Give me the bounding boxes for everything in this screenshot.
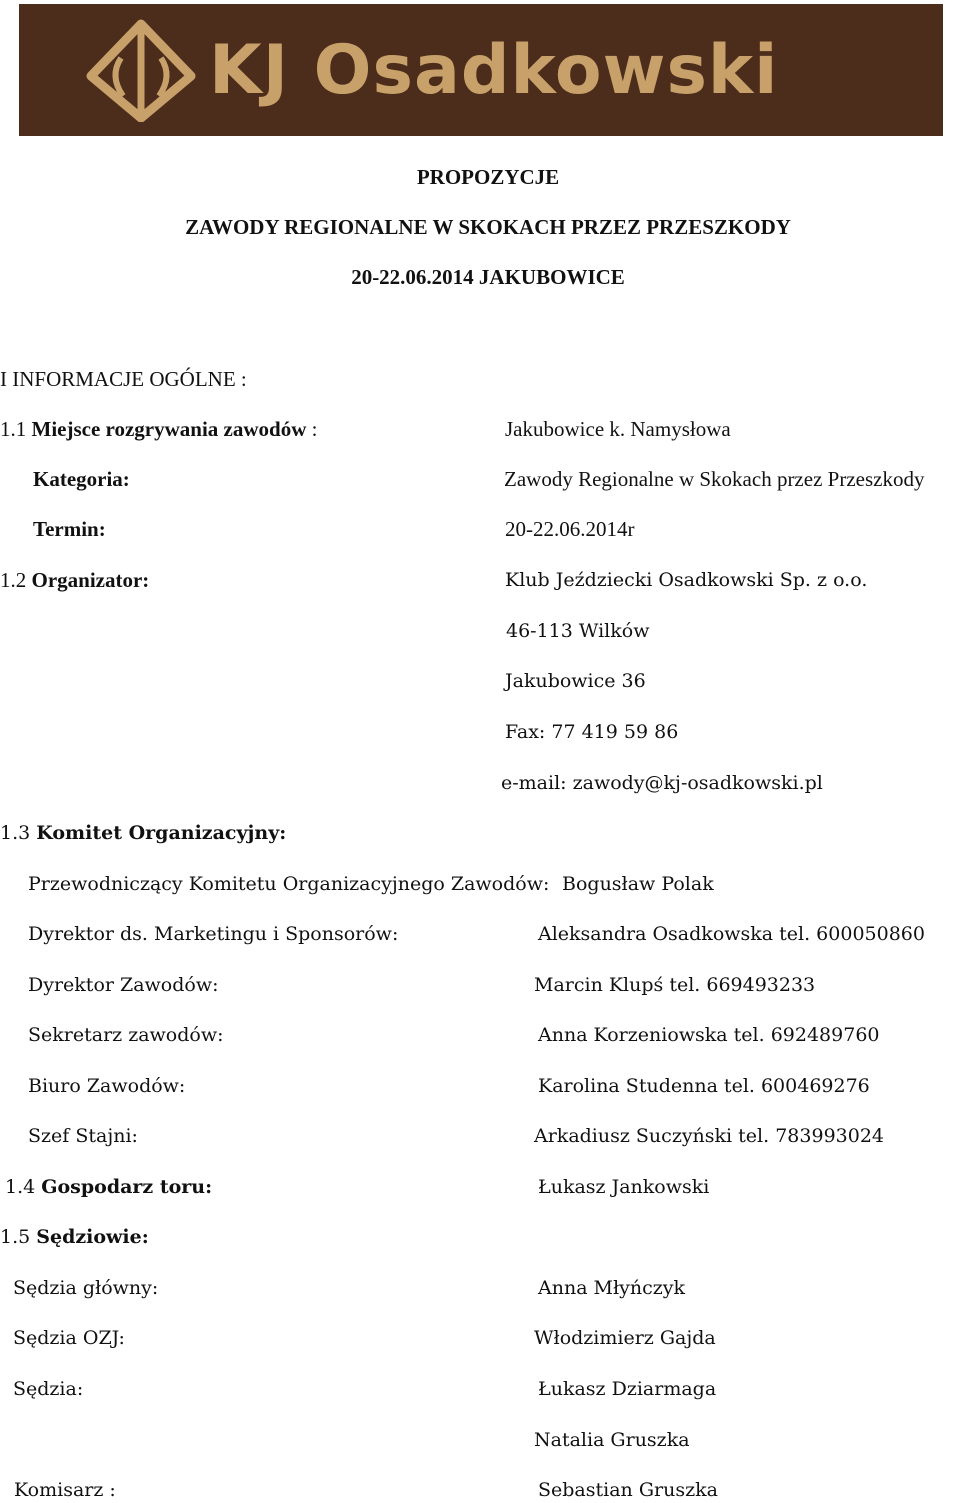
doc-subtitle: ZAWODY REGIONALNE W SKOKACH PRZEZ PRZESZKODY	[185, 215, 791, 239]
logo-text: KJ Osadkowski	[209, 31, 779, 110]
committee-role: Przewodniczący Komitetu Organizacyjnego Zawodów:	[28, 873, 550, 895]
category-value: Zawody Regionalne w Skokach przez Przeszkody	[504, 467, 925, 491]
s14-value: Łukasz Jankowski	[538, 1176, 710, 1198]
s11-label: Miejsce rozgrywania zawodów	[31, 417, 307, 441]
judge-person: Natalia Gruszka	[534, 1429, 690, 1451]
committee-person: Marcin Klupś tel. 669493233	[534, 974, 816, 996]
s15-number: 1.5	[0, 1226, 31, 1248]
judge-role: Sędzia:	[13, 1378, 84, 1400]
s12-value: Klub Jeździecki Osadkowski Sp. z o.o.	[505, 569, 868, 591]
s13-number: 1.3	[0, 822, 31, 844]
address-line1: 46-113 Wilków	[506, 620, 650, 642]
committee-person: Bogusław Polak	[562, 873, 714, 895]
doc-date-location: 20-22.06.2014 JAKUBOWICE	[351, 265, 625, 289]
doc-title: PROPOZYCJE	[416, 165, 560, 189]
term-label: Termin:	[33, 517, 106, 541]
s15-label: Sędziowie:	[36, 1226, 149, 1248]
s12-number: 1.2	[0, 568, 27, 592]
s12-label: Organizator:	[31, 568, 150, 592]
s12-row	[0, 567, 149, 593]
committee-role: Dyrektor ds. Marketingu i Sponsorów:	[28, 923, 399, 945]
committee-role: Sekretarz zawodów:	[28, 1024, 224, 1046]
s11-value: Jakubowice k. Namysłowa	[505, 417, 731, 441]
s11-colon: :	[306, 417, 318, 441]
email-address: e-mail: zawody@kj-osadkowski.pl	[501, 772, 823, 794]
committee-person: Aleksandra Osadkowska tel. 600050860	[538, 923, 925, 945]
committee-person: Karolina Studenna tel. 600469276	[538, 1075, 870, 1097]
section-header: I INFORMACJE OGÓLNE :	[0, 367, 247, 391]
s14-label: Gospodarz toru:	[41, 1176, 213, 1198]
s13-label: Komitet Organizacyjny:	[36, 822, 287, 844]
committee-role: Szef Stajni:	[28, 1125, 138, 1147]
judge-person: Sebastian Gruszka	[538, 1479, 718, 1501]
fax-number: Fax: 77 419 59 86	[505, 721, 679, 743]
s13-row	[0, 820, 286, 846]
header-banner	[19, 4, 943, 136]
judge-person: Anna Młyńczyk	[538, 1277, 686, 1299]
s14-row	[5, 1174, 212, 1200]
s15-row	[0, 1224, 149, 1250]
committee-role: Dyrektor Zawodów:	[28, 974, 219, 996]
committee-role: Biuro Zawodów:	[28, 1075, 186, 1097]
s11-row	[0, 416, 317, 442]
committee-person: Arkadiusz Suczyński tel. 783993024	[534, 1125, 885, 1147]
judge-role: Sędzia OZJ:	[13, 1327, 125, 1349]
kj-logo-icon	[81, 18, 201, 122]
judge-person: Włodzimierz Gajda	[534, 1327, 716, 1349]
address-line2: Jakubowice 36	[505, 670, 646, 692]
committee-person: Anna Korzeniowska tel. 692489760	[538, 1024, 880, 1046]
judge-role: Komisarz :	[14, 1479, 116, 1501]
category-label: Kategoria:	[33, 467, 130, 491]
s11-number: 1.1	[0, 417, 27, 441]
judge-role: Sędzia główny:	[13, 1277, 159, 1299]
s14-number: 1.4	[5, 1176, 36, 1198]
judge-person: Łukasz Dziarmaga	[538, 1378, 717, 1400]
term-value: 20-22.06.2014r	[505, 517, 635, 541]
